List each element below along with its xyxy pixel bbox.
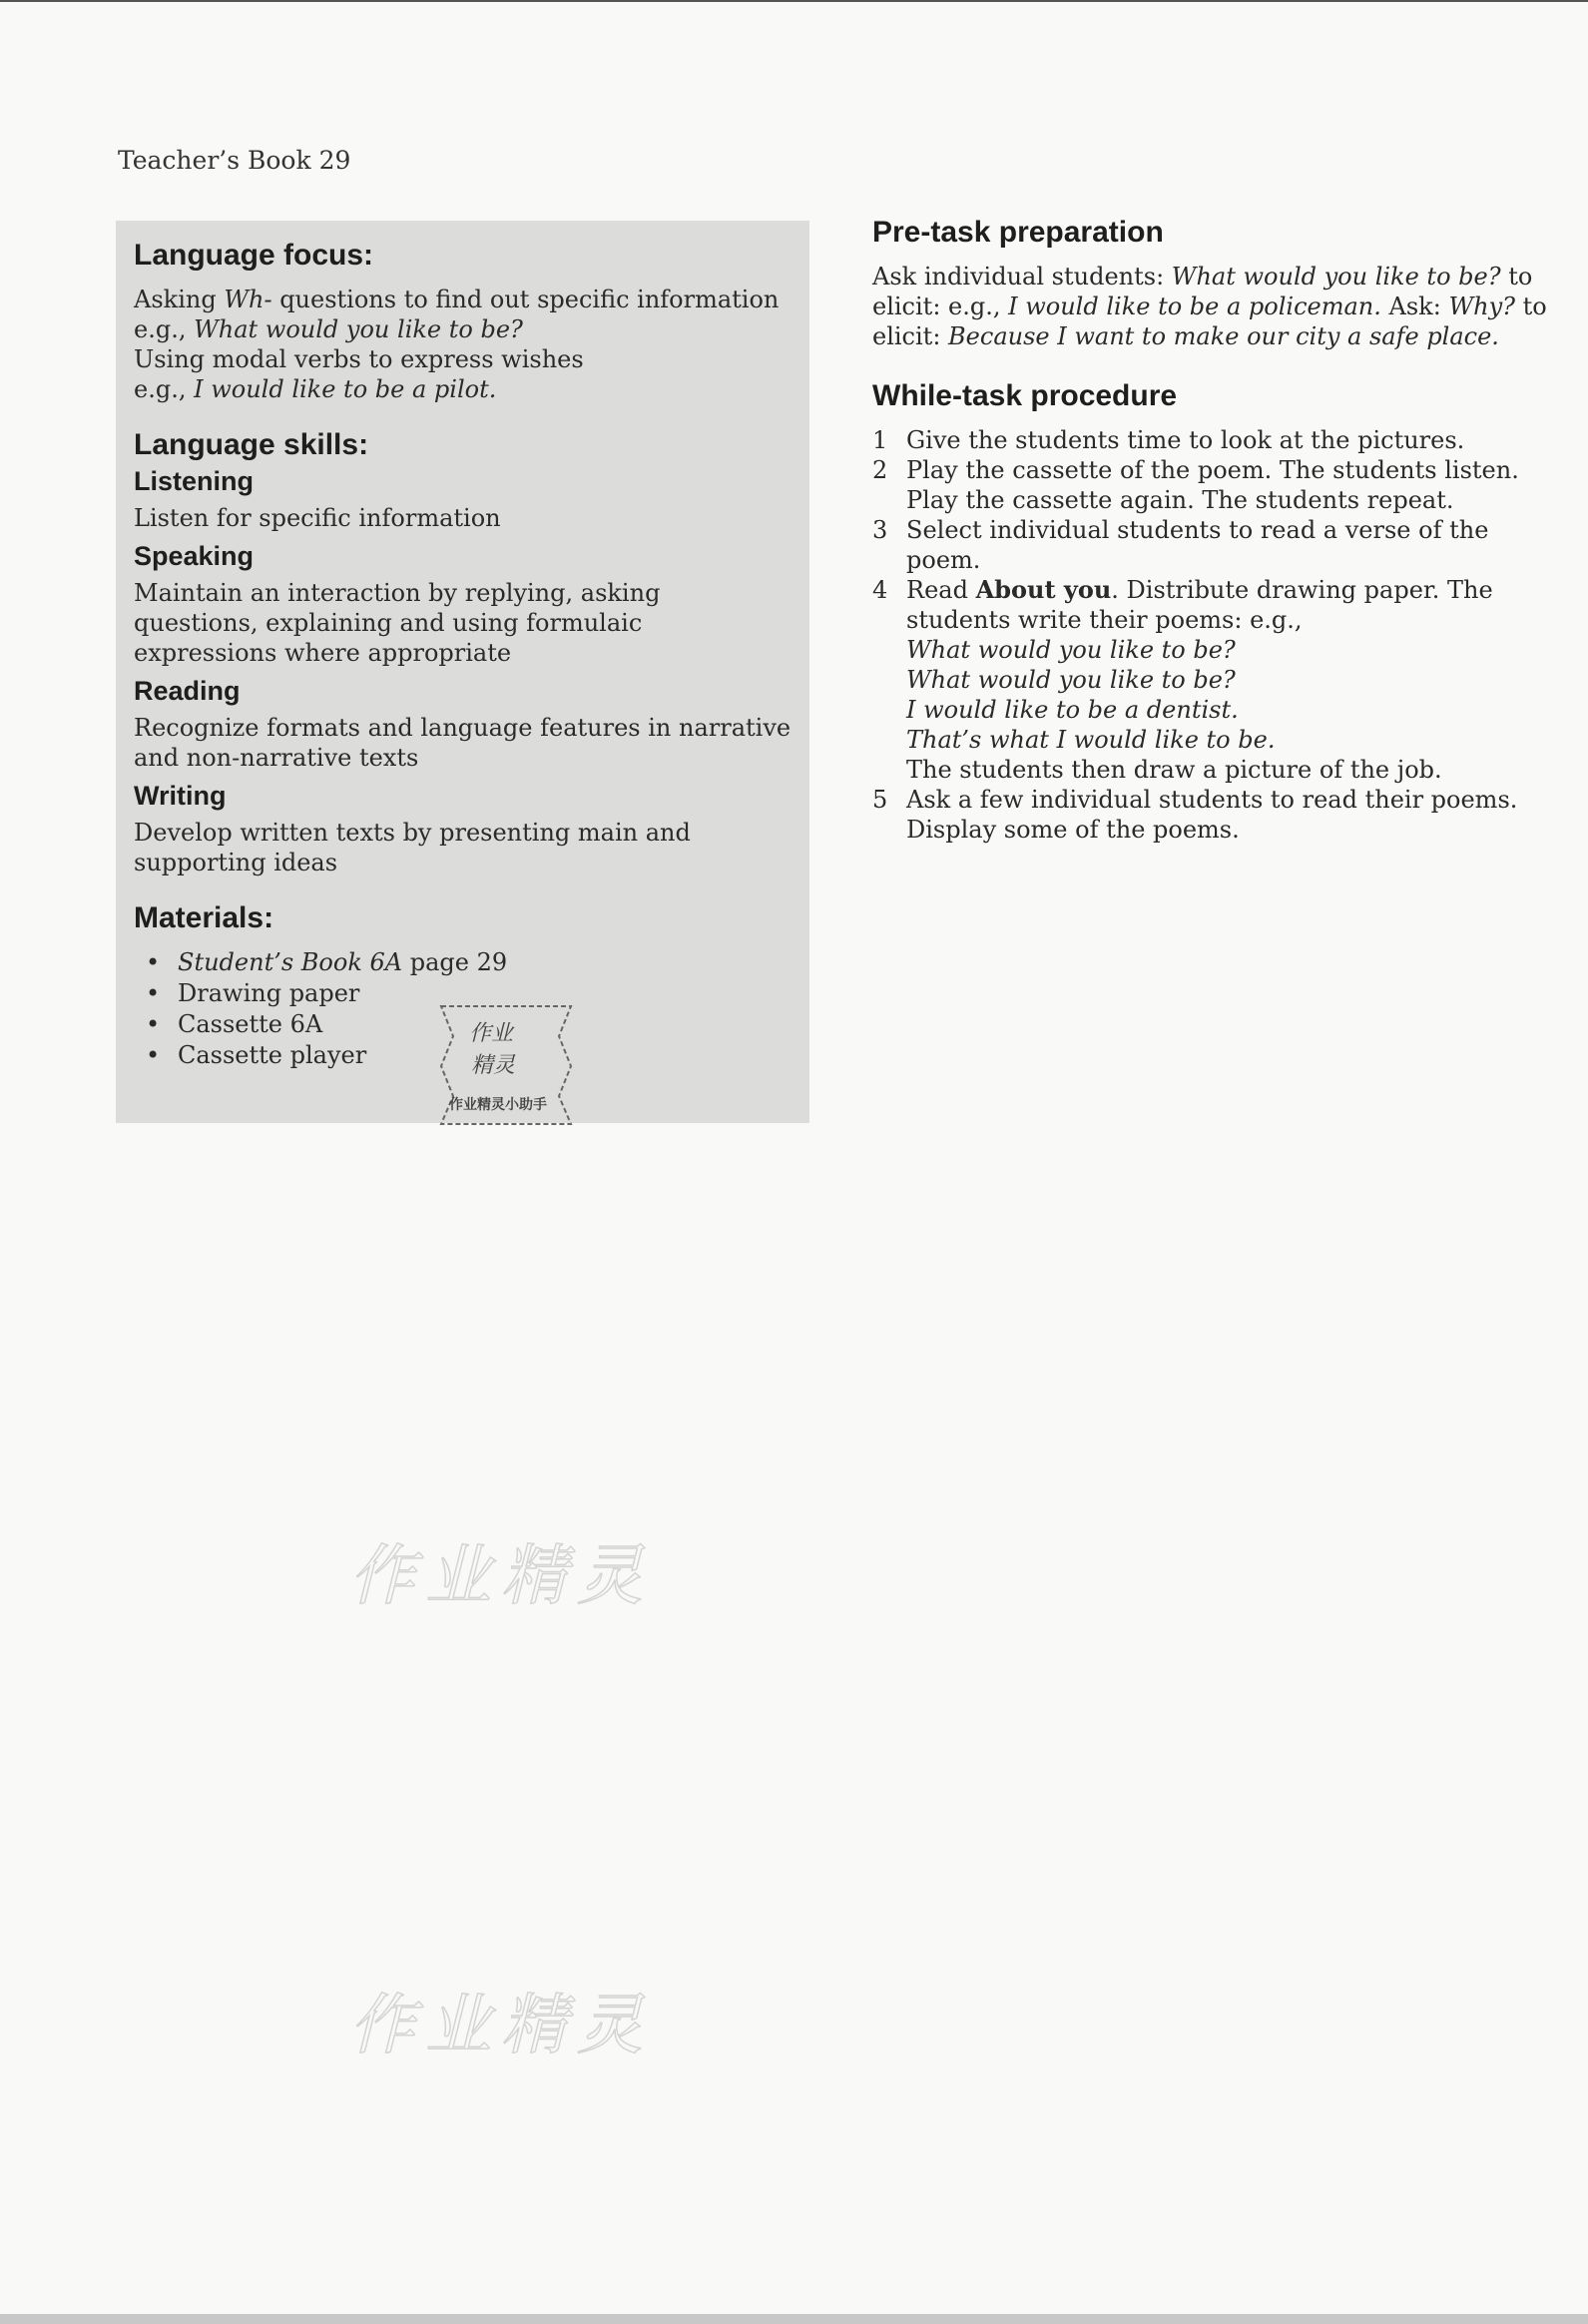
- step-number: 2: [872, 456, 888, 484]
- list-item: [872, 575, 1561, 785]
- listening-subsection: [134, 466, 792, 533]
- text-run-italic: What would you like to be?: [1171, 263, 1501, 290]
- watermark: 作业精灵: [349, 1987, 653, 2063]
- whiletask-heading: While-task procedure: [872, 379, 1178, 412]
- step-number: 3: [872, 516, 888, 544]
- poem-line: I would like to be a dentist.: [906, 696, 1239, 724]
- text-run: e.g.,: [134, 315, 195, 343]
- pretask-text: [872, 262, 1561, 351]
- language-focus-heading: Language focus:: [134, 239, 374, 272]
- step-number: 5: [872, 786, 888, 814]
- speaking-heading: Speaking: [134, 541, 255, 571]
- list-item: [872, 455, 1561, 515]
- language-focus-line-2: [134, 314, 792, 344]
- speaking-text: Maintain an interaction by replying, asking questions, explaining and using formulaic expressions where appropriate: [134, 579, 661, 667]
- pretask-heading: Pre-task preparation: [872, 216, 1164, 249]
- language-skills-section: [134, 428, 792, 877]
- text-run: e.g.,: [134, 375, 195, 403]
- language-focus-line-4: [134, 374, 792, 404]
- list-item: • Cassette 6A: [146, 1009, 792, 1040]
- step-number: 4: [872, 576, 888, 604]
- text-run: to elicit:: [872, 292, 1547, 350]
- objectives-panel: [116, 221, 809, 1123]
- bottom-edge: [0, 2314, 1588, 2324]
- text-run-italic: I would like to be a pilot.: [194, 375, 497, 403]
- text-run-italic: Because I want to make our city a safe place.: [948, 322, 1499, 350]
- language-focus-line-1: [134, 285, 792, 314]
- speaking-subsection: [134, 541, 792, 668]
- language-focus-section: [134, 239, 792, 404]
- pretask-section: [872, 216, 1561, 351]
- list-item: [146, 947, 792, 978]
- list-item: • Cassette player: [146, 1040, 792, 1071]
- step-text: Select individual students to read a verse of the poem.: [906, 516, 1489, 574]
- reading-subsection: [134, 676, 792, 773]
- steps-list: [872, 425, 1561, 845]
- text-run: . Distribute drawing paper. The students write their poems: e.g.,: [906, 576, 1493, 634]
- writing-heading: Writing: [134, 781, 227, 811]
- writing-subsection: [134, 781, 792, 877]
- watermark: 作业精灵: [349, 1537, 653, 1614]
- listening-heading: Listening: [134, 466, 254, 496]
- poem-line: What would you like to be?: [906, 636, 1236, 664]
- text-run-italic: Wh-: [224, 286, 272, 313]
- poem-line: What would you like to be?: [906, 666, 1236, 694]
- text-run-italic: Student’s Book 6A: [178, 948, 403, 976]
- step-text: Ask a few individual students to read their poems. Display some of the poems.: [906, 786, 1518, 844]
- step-text: Play the cassette of the poem. The students listen. Play the cassette again. The students repeat.: [906, 456, 1519, 514]
- step-text: Give the students time to look at the pictures.: [906, 426, 1465, 454]
- list-item: [872, 515, 1561, 575]
- reading-heading: Reading: [134, 676, 241, 706]
- text-run-italic: Why?: [1448, 292, 1516, 320]
- list-item: [872, 785, 1561, 845]
- text-run: Ask:: [1380, 292, 1449, 320]
- text-run: Read: [906, 576, 976, 604]
- text-run: to elicit: e.g.,: [872, 263, 1533, 320]
- step-number: 1: [872, 426, 888, 454]
- top-rule: [0, 0, 1588, 2]
- text-run: questions to find out specific information: [271, 286, 780, 313]
- list-item: • Drawing paper: [146, 978, 792, 1009]
- listening-text: Listen for specific information: [134, 504, 501, 532]
- text-run: page 29: [402, 948, 508, 976]
- language-focus-line-3: Using modal verbs to express wishes: [134, 345, 584, 373]
- text-run: Asking: [134, 286, 225, 313]
- running-head: Teacher’s Book 29: [118, 146, 351, 175]
- list-item: [872, 425, 1561, 455]
- language-skills-heading: Language skills:: [134, 428, 369, 461]
- reading-text: Recognize formats and language features in narrative and non-narrative texts: [134, 714, 792, 772]
- step-text: [906, 575, 1561, 785]
- whiletask-section: [872, 379, 1561, 845]
- writing-text: Develop written texts by presenting main and supporting ideas: [134, 819, 691, 876]
- stamp-text-line-3: 作业精灵小助手: [449, 1097, 547, 1113]
- stamp-text-line-2: 精灵: [471, 1053, 516, 1078]
- text-run-italic: What would you like to be?: [194, 315, 523, 343]
- step-text-continued: The students then draw a picture of the job.: [906, 756, 1442, 784]
- stamp-text-line-1: 作业: [469, 1021, 514, 1046]
- text-run-bold: About you: [975, 575, 1112, 604]
- materials-heading: Materials:: [134, 901, 274, 934]
- text-run-italic: I would like to be a policeman.: [1008, 292, 1381, 320]
- poem-line: That’s what I would like to be.: [906, 726, 1276, 754]
- procedure-column: [872, 216, 1561, 872]
- text-run: Ask individual students:: [872, 263, 1172, 290]
